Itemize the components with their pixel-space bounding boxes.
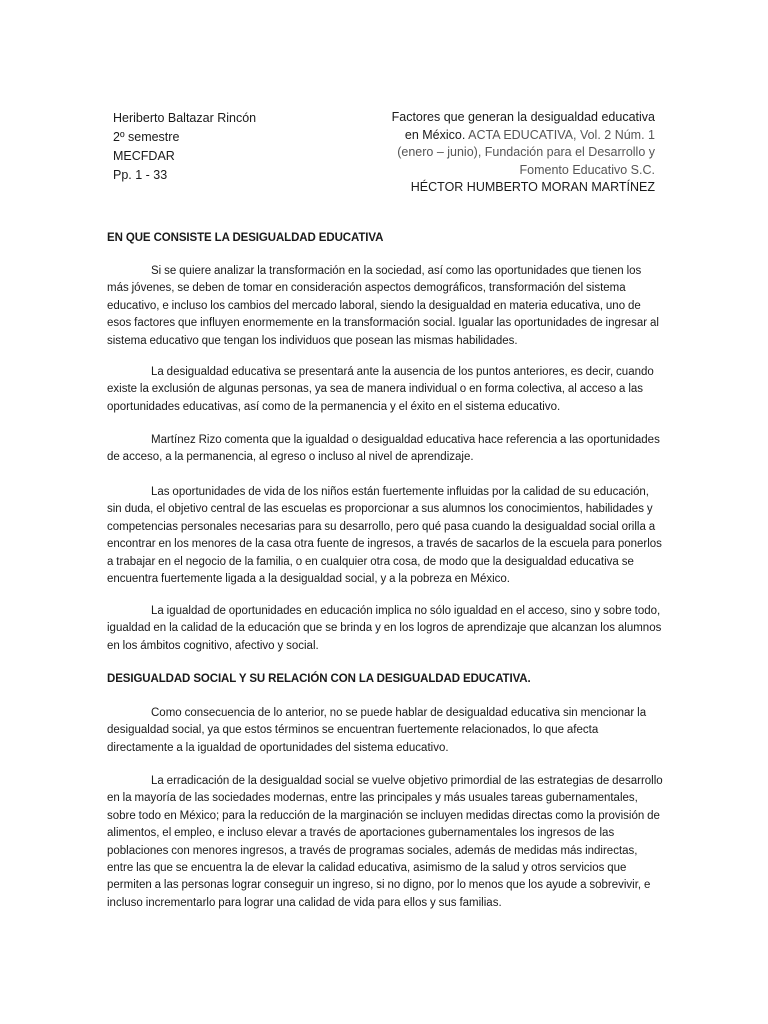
source-journal: ACTA EDUCATIVA, Vol. 2 Núm. 1 <box>465 127 655 142</box>
paragraph-text: La igualdad de oportunidades en educación implica no sólo igualdad en el acceso, sino y sobre todo, igualdad en la calidad de la educación que se brinda y en los logros de aprendizaje que alcanzan los alumnos en los ámbitos cognitivo, afectivo y social. <box>107 605 662 652</box>
paragraph-text: Martínez Rizo comenta que la igualdad o desigualdad educativa hace referencia a las oportunidades de acceso, a la permanencia, al egreso o incluso al nivel de aprendizaje. <box>107 434 660 464</box>
page-range: Pp. 1 - 33 <box>113 168 168 182</box>
source-title-continued <box>383 127 655 145</box>
paragraph-text: La desigualdad educativa se presentará ante la ausencia de los puntos anteriores, es decir, cuando existe la exclusión de algunas personas, ya sea de manera individual o en forma colectiva, al acceso a las oportunidades educativas, así como de la permanencia y el éxito en el sistema educativo. <box>107 366 654 413</box>
source-author: HÉCTOR HUMBERTO MORAN MARTÍNEZ <box>410 180 655 194</box>
paragraph-text: La erradicación de la desigualdad social se vuelve objetivo primordial de las estrategias de desarrollo en la mayoría de las sociedades modernas, entre las principales y más usuales tareas gubernamentales, sobre todo en México; para la reducción de la marginación se incluyen medidas directas como la provisión de alimentos, el empleo, e incluso elevar a través de aportaciones gubernamentales los ingresos de las poblaciones con menores ingresos, a través de programas sociales, además de medidas más indirectas, entre las que se encuentra la de elevar la calidad educativa, asimismo de la salud y otros servicios que permiten a las personas lograr conseguir un ingreso, si no digno, por lo menos que los ayude a sobrevivir, e incluso incrementarlo para lograr una calidad de vida para ellos y sus familias. <box>107 775 663 909</box>
source-reference <box>383 109 655 197</box>
paragraph <box>107 263 663 350</box>
paragraph-text: Como consecuencia de lo anterior, no se puede hablar de desigualdad educativa sin mencionar la desigualdad social, ya que estos términos se encuentran fuertemente relacionados, lo que afecta directamente a la igualdad de oportunidades del sistema educativo. <box>107 707 647 754</box>
source-publisher: Fomento Educativo S.C. <box>519 162 655 177</box>
paragraph-text: Si se quiere analizar la transformación en la sociedad, así como las oportunidades que tienen los más jóvenes, se deben de tomar en consideración aspectos demográficos, transformación del sistema educativo, e incluso los cambios del mercado laboral, siendo la desigualdad en materia educativa, uno de esos factores que influyen enormemente en la transformación social. Igualar las oportunidades de ingresar al sistema educativo que tengan los individuos que posean las mismas habilidades. <box>107 265 659 347</box>
program: MECFDAR <box>113 149 175 163</box>
source-title: Factores que generan la desigualdad educativa <box>391 110 655 124</box>
paragraph <box>107 364 663 416</box>
paragraph-text: Las oportunidades de vida de los niños están fuertemente influidas por la calidad de su educación, sin duda, el objetivo central de las escuelas es proporcionar a sus alumnos los conocimientos, habilidades y competencias personales necesarias para su desarrollo, pero qué pasa cuando la desigualdad social orilla a encontrar en los menores de la casa otra fuente de ingresos, a través de sacarlos de la escuela para ponerlos a trabajar en el negocio de la familia, o en cualquier otra cosa, de modo que la desigualdad educativa se encuentra fuertemente ligada a la desigualdad social, y a la pobreza en México. <box>107 486 662 586</box>
paragraph <box>107 705 663 757</box>
paragraph <box>107 773 663 912</box>
paragraph <box>107 603 663 655</box>
source-title-end: en México. <box>404 127 466 142</box>
student-info <box>113 109 353 185</box>
source-journal-date: (enero – junio), Fundación para el Desarrollo y <box>397 145 655 159</box>
section-heading: EN QUE CONSISTE LA DESIGUALDAD EDUCATIVA <box>107 232 384 244</box>
paragraph <box>107 432 663 467</box>
semester: 2º semestre <box>113 130 180 144</box>
author-name: Heriberto Baltazar Rincón <box>113 111 257 125</box>
paragraph <box>107 484 663 588</box>
section-heading: DESIGUALDAD SOCIAL Y SU RELACIÓN CON LA DESIGUALDAD EDUCATIVA. <box>107 673 531 685</box>
